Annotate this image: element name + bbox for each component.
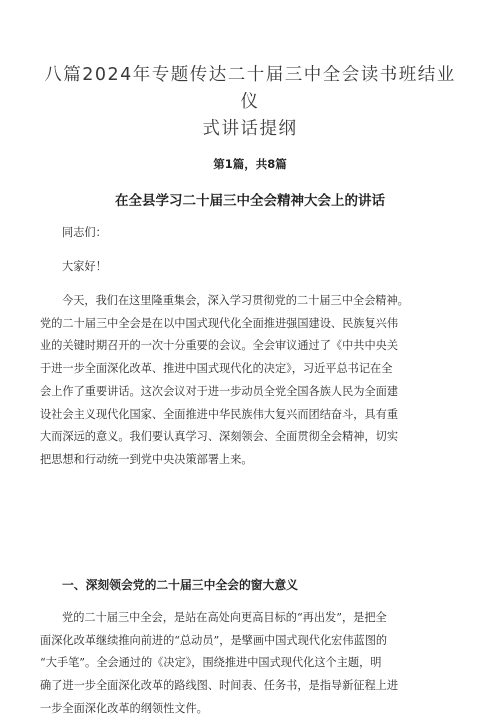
paragraph-1 bbox=[40, 290, 460, 472]
greeting-text: 大家好！ bbox=[62, 260, 107, 273]
salutation bbox=[40, 222, 460, 245]
greeting bbox=[40, 256, 460, 279]
paragraph-line: “大手笔”。全会通过的《决定》，围绕推进中国式现代化这个主题，明 bbox=[40, 656, 382, 670]
speech-title: 在全县学习二十届三中全会精神大会上的讲话 bbox=[115, 193, 385, 209]
paragraph-line: 确了进一步全面深化改革的路线图、时间表、任务书，是指导新征程上进 bbox=[40, 679, 399, 693]
paragraph-line: 设社会主义现代化国家、全面推进中华民族伟大复兴而团结奋斗，具有重 bbox=[40, 407, 399, 421]
section-heading-1: 一、深刻领会党的二十届三中全会的窗大意义 bbox=[62, 578, 298, 592]
part-label: 第1篇，共8篇 bbox=[213, 157, 287, 171]
paragraph-line: 大而深远的意义。我们要认真学习、深刻领会、全面贯彻全会精神，切实 bbox=[40, 430, 399, 444]
paragraph-line: 于进一步全面深化改革、推进中国式现代化的决定》，习近平总书记在全 bbox=[40, 362, 393, 376]
paragraph-line: 业的关键时期召开的一次十分重要的会议。全会审议通过了《中共中央关 bbox=[40, 339, 399, 353]
paragraph-line: 面深化改革继续推向前进的“总动员”，是擘画中国式现代化宏伟蓝图的 bbox=[40, 633, 388, 647]
document-title-line-2: 式讲话提纲 bbox=[202, 119, 298, 139]
document-title bbox=[40, 62, 460, 143]
paragraph-line: 党的二十届三中全会是在以中国式现代化全面推进强国建设、民族复兴伟 bbox=[40, 316, 399, 330]
paragraph-line: 今天，我们在这里隆重集会，深入学习贯彻党的二十届三中全会精神。 bbox=[62, 294, 409, 307]
paragraph-line: 会上作了重要讲话。这次会议对于进一步动员全党全国各族人民为全面建 bbox=[40, 384, 399, 398]
document-title-line-1: 八篇2024年专题传达二十届三中全会读书班结业仪 bbox=[44, 65, 456, 112]
salutation-text: 同志们： bbox=[62, 226, 107, 239]
paragraph-line: 一步全面深化改革的纲领性文件。 bbox=[40, 701, 208, 715]
paragraph-2 bbox=[40, 607, 460, 721]
paragraph-line: 把思想和行动统一到党中央决策部署上来。 bbox=[40, 452, 253, 466]
paragraph-line: 党的二十届三中全会，是站在高处向更高目标的“再出发”，是把全 bbox=[62, 611, 387, 624]
